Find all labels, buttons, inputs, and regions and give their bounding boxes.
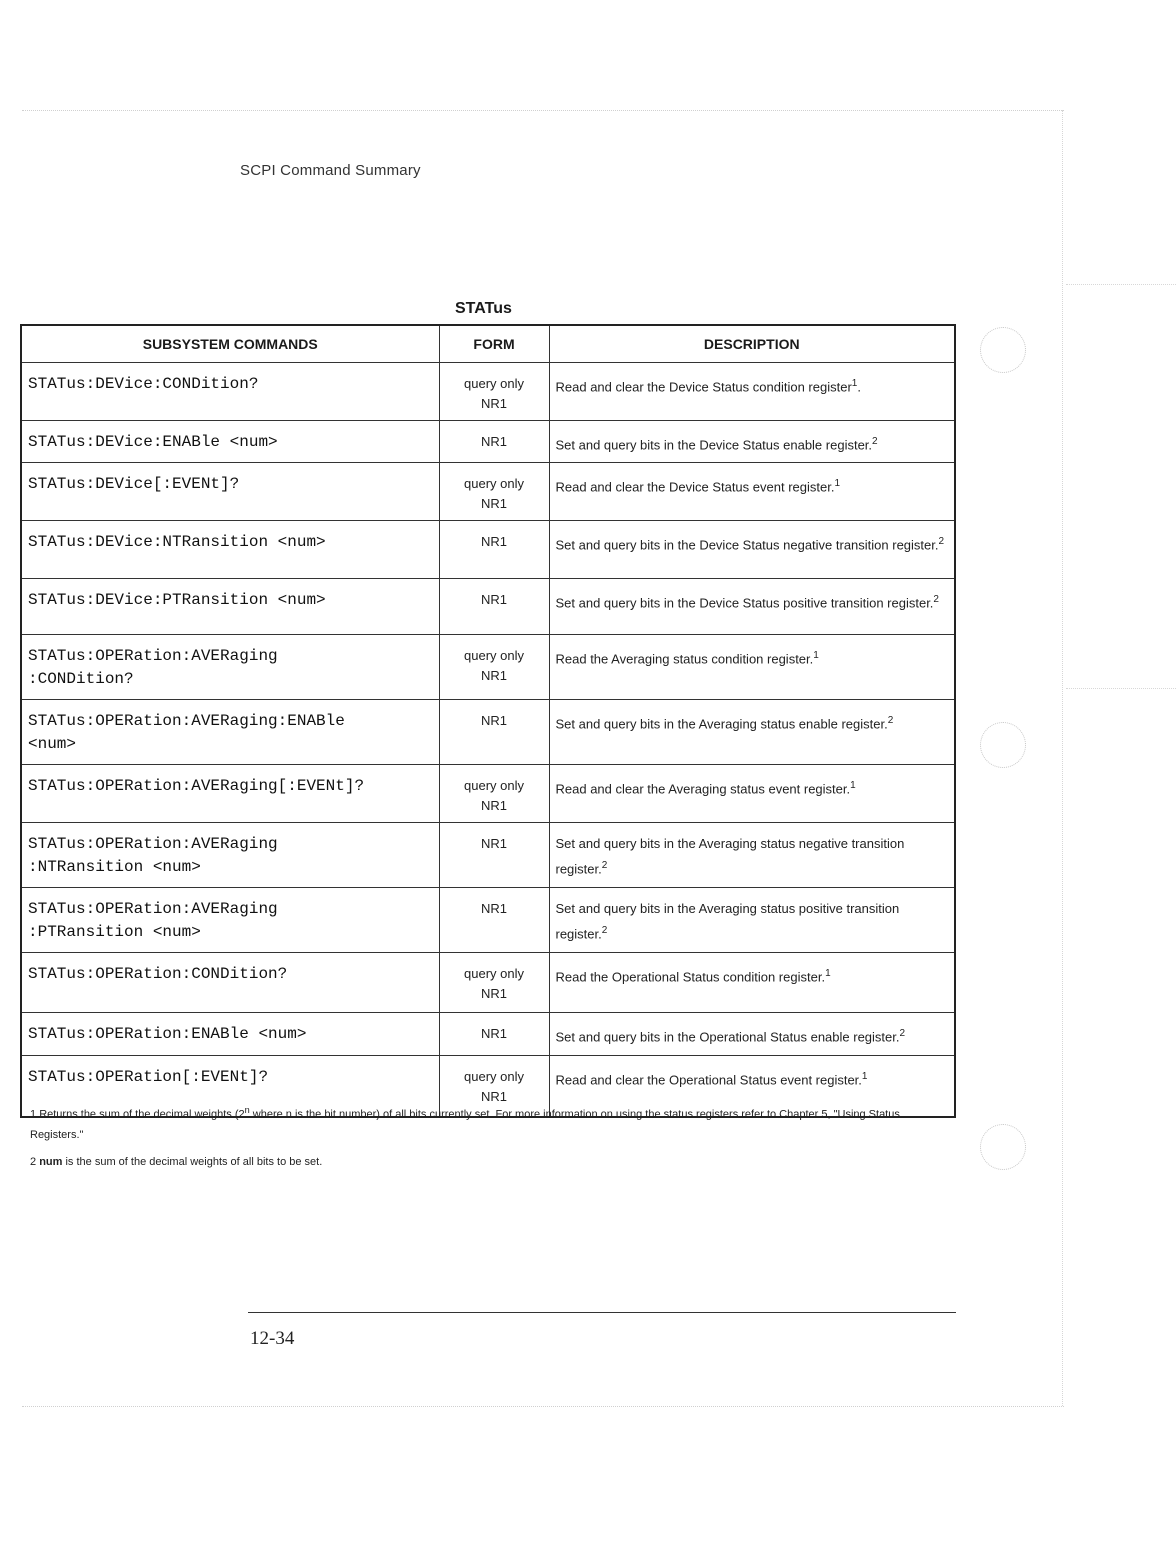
command-line: :CONDition? — [28, 670, 134, 689]
form-line: NR1 — [480, 713, 507, 729]
footnote-ref: 2 — [601, 925, 608, 937]
command-table — [20, 324, 956, 1118]
description-text: Set and query bits in the Averaging status positive transition register. — [555, 901, 900, 942]
command-line: STATus:OPERation:ENABle <num> — [28, 1025, 307, 1044]
description-text: Set and query bits in the Operational Status enable register. — [555, 1029, 900, 1045]
form-cell — [439, 700, 549, 765]
description-text: Read and clear the Operational Status event register. — [555, 1071, 862, 1087]
command-cell — [21, 700, 439, 765]
description-cell — [549, 888, 955, 953]
footnote-text: where n is the bit number) of all bits currently set. For more information on using the status registers refer to Chapter 5, "Using Status Registers." — [30, 1108, 900, 1141]
form-line: query only — [464, 1068, 524, 1084]
description-tail: . — [857, 379, 861, 395]
form-cell — [439, 823, 549, 888]
description-cell — [549, 953, 955, 1013]
form-line: NR1 — [480, 396, 507, 411]
form-line: NR1 — [480, 668, 507, 684]
footer-rule — [248, 1312, 956, 1313]
description-cell — [549, 579, 955, 635]
punch-hole — [980, 1124, 1026, 1170]
punch-hole — [980, 327, 1026, 373]
description-cell — [549, 635, 955, 700]
running-head: SCPI Command Summary — [240, 162, 421, 179]
table-row — [21, 521, 955, 579]
form-cell — [439, 1013, 549, 1055]
form-line: NR1 — [480, 534, 507, 550]
table-row — [21, 363, 955, 421]
form-cell — [439, 635, 549, 700]
command-line: STATus:OPERation:AVERaging — [28, 647, 278, 666]
table-row — [21, 823, 955, 888]
form-cell — [439, 953, 549, 1013]
command-line: STATus:DEVice:PTRansition <num> — [28, 591, 326, 610]
form-line: NR1 — [480, 798, 507, 814]
form-line: NR1 — [480, 901, 507, 917]
table-body — [21, 363, 955, 1118]
form-cell — [439, 579, 549, 635]
form-line: NR1 — [480, 986, 507, 1002]
description-text: Set and query bits in the Device Status positive transition register. — [555, 595, 934, 611]
column-header-commands: SUBSYSTEM COMMANDS — [21, 325, 439, 363]
footnote-1 — [30, 1100, 950, 1145]
footnote-text: Returns the sum of the decimal weights (2 — [39, 1108, 245, 1121]
command-cell — [21, 888, 439, 953]
command-line: STATus:DEVice[:EVENt]? — [28, 475, 240, 494]
command-line: STATus:OPERation:AVERaging — [28, 900, 278, 919]
description-text: Set and query bits in the Averaging status negative transition register. — [555, 836, 905, 877]
description-text: Set and query bits in the Device Status negative transition register. — [555, 537, 939, 553]
description-cell — [549, 421, 955, 463]
command-line: :PTRansition <num> — [28, 923, 201, 942]
footnote-ref: 2 — [933, 594, 939, 606]
footnote-superscript: n — [244, 1105, 250, 1115]
command-cell — [21, 1013, 439, 1055]
table-row — [21, 421, 955, 463]
page-edge-bottom — [22, 1406, 1064, 1407]
footnote-ref: 1 — [851, 378, 858, 389]
description-text: Read and clear the Device Status condition register — [555, 379, 852, 395]
table-row — [21, 888, 955, 953]
form-cell — [439, 888, 549, 953]
table-row — [21, 635, 955, 700]
table-row — [21, 765, 955, 823]
command-cell — [21, 421, 439, 463]
page-edge-tick — [1066, 284, 1176, 285]
footnote-number: 1 — [30, 1108, 37, 1121]
command-cell — [21, 463, 439, 521]
description-cell — [549, 521, 955, 579]
form-line: NR1 — [480, 1026, 507, 1042]
table-row — [21, 463, 955, 521]
form-line: query only — [464, 966, 524, 982]
footnote-bold-term: num — [39, 1156, 63, 1168]
command-cell — [21, 579, 439, 635]
form-line: NR1 — [480, 496, 507, 512]
table-row — [21, 579, 955, 635]
footnote-ref: 2 — [938, 536, 945, 548]
command-line: <num> — [28, 735, 77, 754]
footnote-number: 2 — [30, 1156, 37, 1168]
description-cell — [549, 700, 955, 765]
page-edge-top — [22, 110, 1064, 111]
command-line: STATus:OPERation:CONDition? — [28, 965, 288, 984]
table-row — [21, 1013, 955, 1055]
form-cell — [439, 765, 549, 823]
description-cell — [549, 765, 955, 823]
command-cell — [21, 823, 439, 888]
page-edge-tick — [1066, 688, 1176, 689]
description-cell — [549, 463, 955, 521]
footnote-2 — [30, 1152, 950, 1172]
description-text: Read and clear the Device Status event register. — [555, 479, 835, 495]
footnote-ref: 1 — [834, 478, 840, 490]
command-line: STATus:OPERation[:EVENt]? — [28, 1067, 269, 1086]
command-line: STATus:DEVice:CONDition? — [28, 375, 259, 393]
footnote-ref: 2 — [601, 860, 608, 872]
description-cell — [549, 363, 955, 421]
footnote-ref: 2 — [899, 1028, 906, 1040]
table-row — [21, 700, 955, 765]
form-line: query only — [464, 476, 524, 492]
command-cell — [21, 953, 439, 1013]
command-line: :NTRansition <num> — [28, 858, 201, 877]
form-cell — [439, 463, 549, 521]
description-cell — [549, 1013, 955, 1055]
table-title: STATus — [455, 300, 512, 317]
form-cell — [439, 363, 549, 421]
footnote-ref: 2 — [887, 715, 894, 727]
description-cell — [549, 823, 955, 888]
form-cell — [439, 421, 549, 463]
form-line: NR1 — [480, 1088, 507, 1104]
description-text: Read and clear the Averaging status event register. — [555, 781, 851, 797]
command-line: STATus:OPERation:AVERaging — [28, 835, 278, 854]
command-cell — [21, 521, 439, 579]
description-text: Read the Averaging status condition register. — [555, 651, 814, 667]
footnote-text: is the sum of the decimal weights of all bits to be set. — [62, 1156, 323, 1168]
table-header-row — [21, 325, 955, 363]
form-line: query only — [464, 648, 524, 664]
footnote-ref: 1 — [861, 1070, 868, 1082]
footnote-ref: 1 — [825, 968, 831, 980]
footnote-ref: 1 — [813, 650, 819, 662]
page-edge-right — [1062, 110, 1063, 1406]
command-line: STATus:OPERation:AVERaging[:EVENt]? — [28, 777, 365, 796]
command-cell — [21, 363, 439, 421]
column-header-description: DESCRIPTION — [549, 325, 955, 363]
command-line: STATus:DEVice:NTRansition <num> — [28, 533, 326, 552]
form-cell — [439, 521, 549, 579]
form-line: query only — [464, 376, 524, 391]
footnote-ref: 1 — [850, 780, 856, 792]
command-line: STATus:OPERation:AVERaging:ENABle — [28, 712, 345, 731]
form-line: NR1 — [480, 592, 507, 608]
form-line: NR1 — [480, 434, 507, 449]
command-cell — [21, 765, 439, 823]
command-cell — [21, 635, 439, 700]
page-number: 12-34 — [250, 1328, 295, 1349]
form-line: NR1 — [480, 836, 507, 852]
command-line: STATus:DEVice:ENABle <num> — [28, 433, 278, 451]
form-line: query only — [464, 778, 524, 794]
footnote-ref: 2 — [872, 436, 878, 447]
column-header-form: FORM — [439, 325, 549, 363]
description-text: Set and query bits in the Averaging status enable register. — [555, 716, 888, 732]
description-text: Set and query bits in the Device Status enable register. — [555, 437, 873, 453]
table-row — [21, 953, 955, 1013]
punch-hole — [980, 722, 1026, 768]
description-text: Read the Operational Status condition register. — [555, 969, 826, 985]
